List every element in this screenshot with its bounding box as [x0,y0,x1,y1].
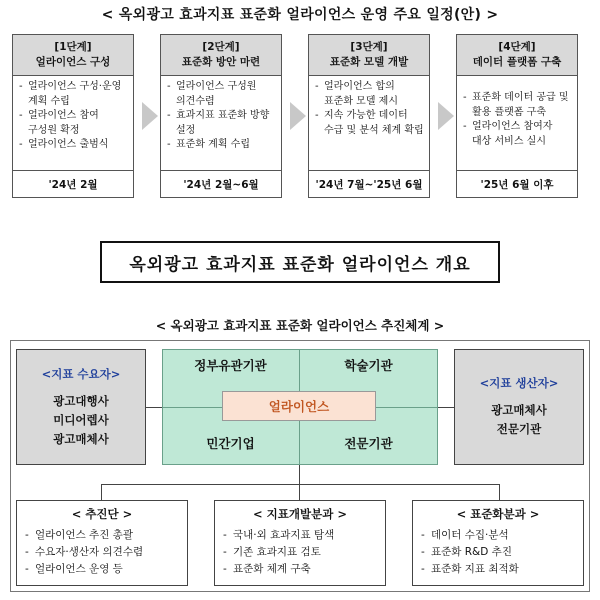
stage-2-item: - 효과지표 표준화 방향 설정 [167,109,277,138]
connector-right [438,407,454,408]
subgroup-item: - 표준화 R&D 추진 [421,544,579,561]
stage-3-item: - 얼라이언스 합의 표준화 모델 제시 [315,80,425,109]
stage-arrow-icon [290,102,306,130]
producer-title: <지표 생산자> [479,376,559,390]
stage-3-period: '24년 7월~'25년 6월 [309,170,429,197]
stage-4-period: '25년 6월 이후 [457,170,577,197]
connector-branch-2 [299,484,300,500]
subgroup-title: < 추진단 > [71,507,133,521]
stage-1-step: [1단계] [54,41,92,53]
stage-3-name: 표준화 모델 개발 [329,56,409,68]
stage-4-item: - 얼라이언스 참여자 대상 서비스 실시 [463,120,573,149]
connector-branch [101,484,500,485]
member-academic: 학술기관 [344,358,393,373]
connector-branch-1 [101,484,102,500]
subgroup-item: - 표준화 체계 구축 [223,561,381,578]
connector-down [299,465,300,484]
stage-3-header [309,35,429,76]
stage-4-name: 데이터 플랫폼 구축 [472,56,562,68]
subgroup-title: < 표준화분과 > [456,507,540,521]
demand-line: 광고대행사 [53,393,109,408]
stage-3-item: - 지속 가능한 데이터 수급 및 분석 체계 확립 [315,109,425,138]
connector-left [146,407,162,408]
stage-4-item: - 표준화 데이터 공급 및 활용 플랫폼 구축 [463,91,573,120]
stage-1-card [12,34,134,198]
subgroup-item: - 데이터 수집·분석 [421,527,579,544]
stage-1-period: '24년 2월 [13,170,133,197]
stage-4-step: [4단계] [498,41,536,53]
stage-2-card [160,34,282,198]
subgroup-item: - 표준화 지표 최적화 [421,561,579,578]
stage-1-item: - 얼라이언스 참여 구성원 확정 [19,109,129,138]
stage-4-header [457,35,577,76]
member-government: 정부유관기관 [194,358,267,373]
member-specialist: 전문기관 [344,436,393,451]
subgroup-title: < 지표개발분과 > [253,507,347,521]
demand-title: <지표 수요자> [41,366,121,381]
stage-1-body [13,75,133,173]
stage-1-item: - 얼라이언스 구성·운영 계획 수립 [19,80,129,109]
stage-2-period: '24년 2월~6월 [161,170,281,197]
subgroup-item: - 얼라이언스 운영 등 [25,561,183,578]
stage-3-body [309,75,429,173]
stage-4-card [456,34,578,198]
stage-2-item: - 얼라이언스 구성원 의견수렴 [167,80,277,109]
overview-title: 옥외광고 효과지표 표준화 얼라이언스 개요 [100,241,500,283]
subgroup-item: - 얼라이언스 추진 총괄 [25,527,183,544]
stage-1-item: - 얼라이언스 출범식 [19,138,129,153]
stage-2-step: [2단계] [202,41,240,53]
stage-3-step: [3단계] [350,41,388,53]
schedule-title: < 옥외광고 효과지표 표준화 얼라이언스 운영 주요 일정(안) > [101,7,499,23]
subgroup-item: - 기존 효과지표 검토 [223,544,381,561]
producer-line: 광고매체사 [491,403,547,417]
subgroup-promotion [16,500,188,586]
stage-2-body [161,75,281,173]
demand-line: 미디어렙사 [53,412,109,427]
member-private: 민간기업 [206,436,255,451]
connector-branch-3 [499,484,500,500]
producer-box [454,349,584,465]
demand-box [16,349,146,465]
stage-2-header [161,35,281,76]
stage-4-body [457,75,577,173]
stage-2-name: 표준화 방안 마련 [181,56,261,68]
subgroup-item: - 수요자·생산자 의견수렴 [25,544,183,561]
structure-title: < 옥외광고 효과지표 표준화 얼라이언스 추진체계 > [155,318,445,333]
stage-arrow-icon [142,102,158,130]
subgroup-item: - 국내·외 효과지표 탐색 [223,527,381,544]
stage-arrow-icon [438,102,454,130]
producer-line: 전문기관 [496,422,542,436]
demand-line: 광고매체사 [53,431,109,446]
stage-3-card [308,34,430,198]
stage-1-name: 얼라이언스 구성 [35,56,111,68]
alliance-center: 얼라이언스 [222,391,376,421]
subgroup-indicator-dev [214,500,386,586]
stage-1-header [13,35,133,76]
subgroup-standardization [412,500,584,586]
stage-2-item: - 표준화 계획 수립 [167,138,277,153]
